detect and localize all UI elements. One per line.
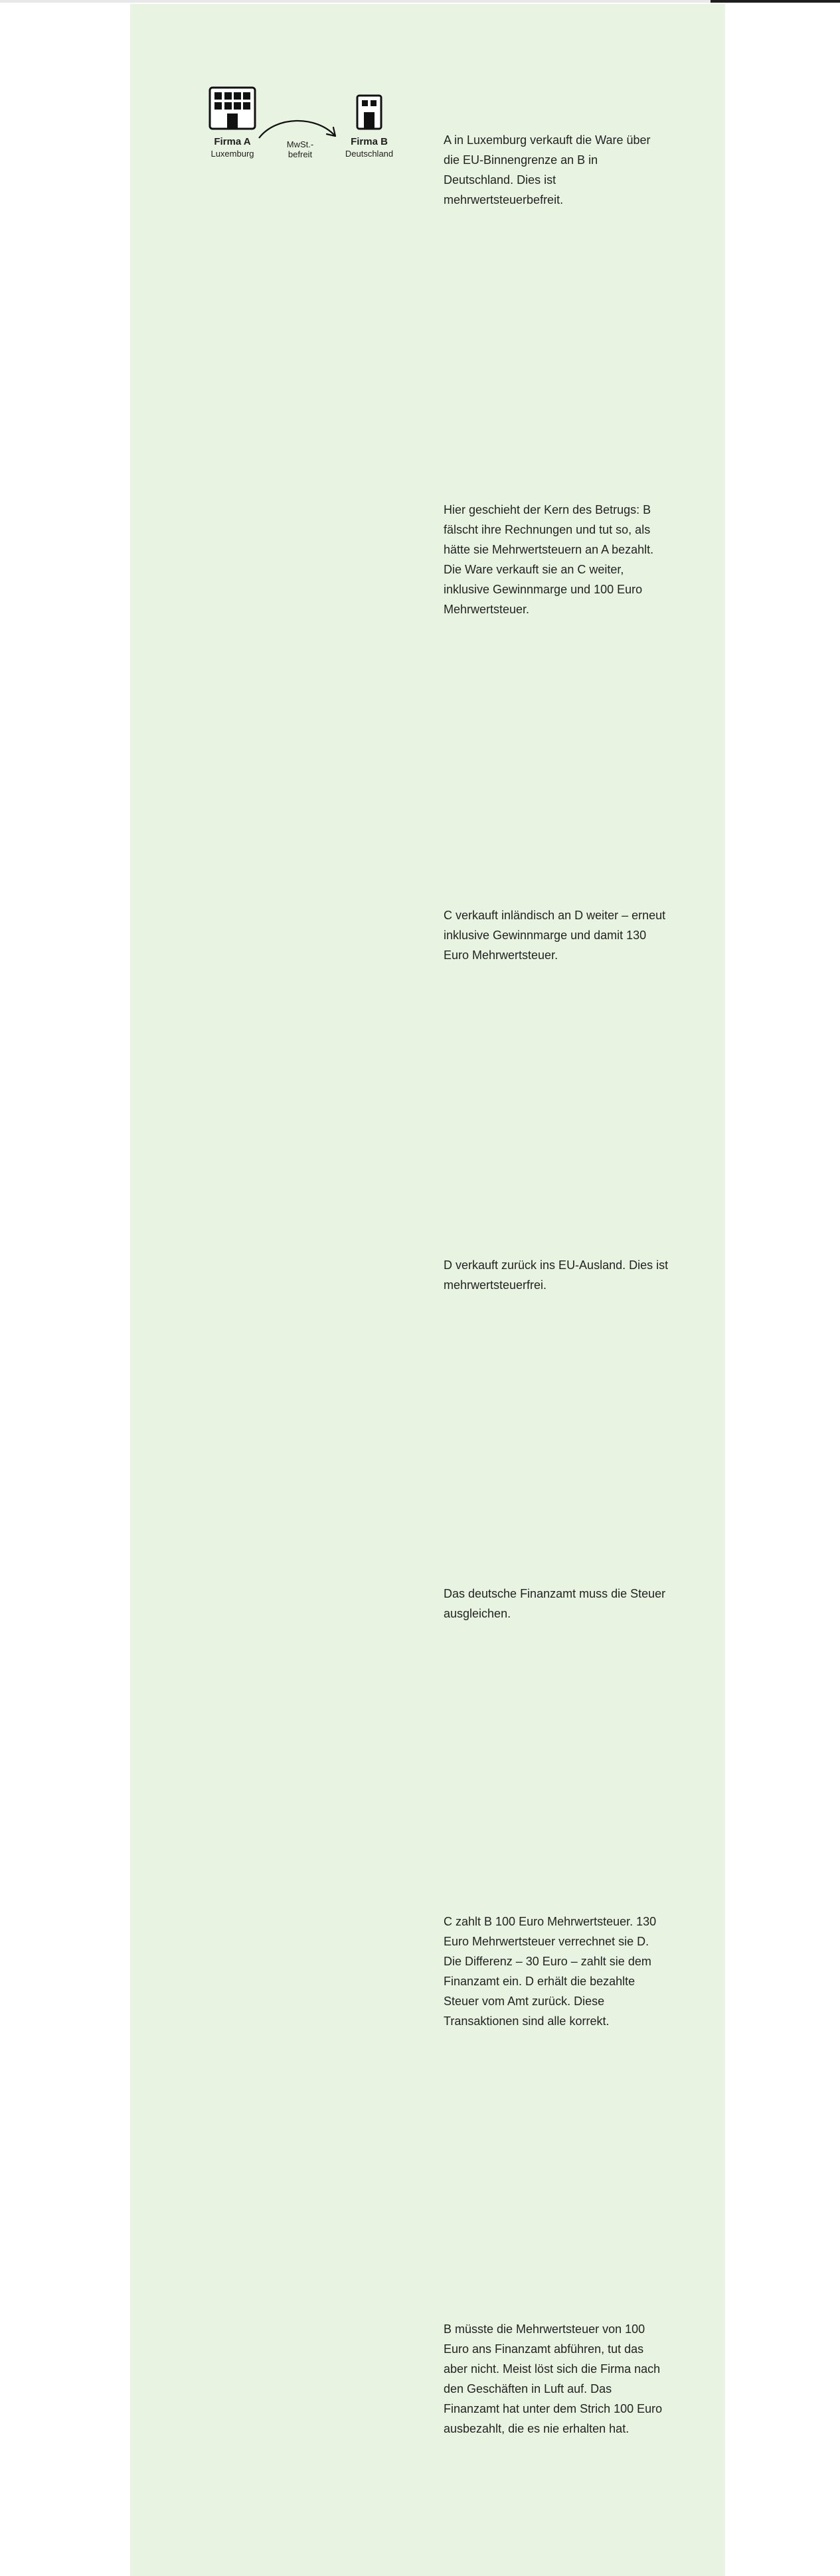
step-text-6: C zahlt B 100 Euro Mehrwertsteuer. 130 Euro Mehrwertsteuer verrechnet sie D. Die Differenz – 30 Euro – zahlt sie dem Finanzamt ein. D erhält die bezahlte Steuer vom Amt zurück. Diese Transaktionen sind alle korrekt. — [444, 1915, 657, 2028]
step-text-5: Das deutsche Finanzamt muss die Steuer ausgleichen. — [444, 1587, 666, 1620]
curved-arrow-icon — [256, 115, 343, 142]
flow-label-line2: befreit — [288, 149, 313, 159]
reading-progress-bar — [0, 0, 840, 3]
reading-progress-fill — [711, 0, 840, 3]
firma-b-country: Deutschland — [345, 149, 394, 159]
step-text-2: Hier geschieht der Kern des Betrugs: B fälscht ihre Rechnungen und tut so, als hätte sie Mehrwertsteuern an A bezahlt. Die Ware verkauft sie an C weiter, inklusive Gewinnmarge und 100 Euro Mehrwertsteuer. — [444, 503, 654, 616]
step-text-1: A in Luxemburg verkauft die Ware über die EU-Binnengrenze an B in Deutschland. Dies ist mehrwertsteuerbefreit. — [444, 133, 651, 206]
firma-b — [336, 94, 402, 159]
firma-a — [199, 86, 266, 159]
firma-a-country: Luxemburg — [210, 149, 254, 159]
large-building-icon — [209, 86, 256, 130]
firma-b-name: Firma B — [351, 136, 388, 147]
small-building-icon — [356, 94, 382, 130]
flow-label — [277, 139, 323, 159]
step-text-3: C verkauft inländisch an D weiter – erneut inklusive Gewinnmarge und damit 130 Euro Mehrwertsteuer. — [444, 909, 666, 962]
step-text-4: D verkauft zurück ins EU-Ausland. Dies ist mehrwertsteuerfrei. — [444, 1258, 669, 1292]
transaction-diagram — [199, 86, 394, 173]
firma-a-name: Firma A — [214, 136, 251, 147]
flow-label-line1: MwSt.- — [286, 139, 314, 149]
step-text-7: B müsste die Mehrwertsteuer von 100 Euro ans Finanzamt abführen, tut das aber nicht. Meist löst sich die Firma nach den Geschäften in Luft auf. Das Finanzamt hat unter dem Strich 100 Euro ausbezahlt, die es nie erhalten hat. — [444, 2322, 663, 2435]
